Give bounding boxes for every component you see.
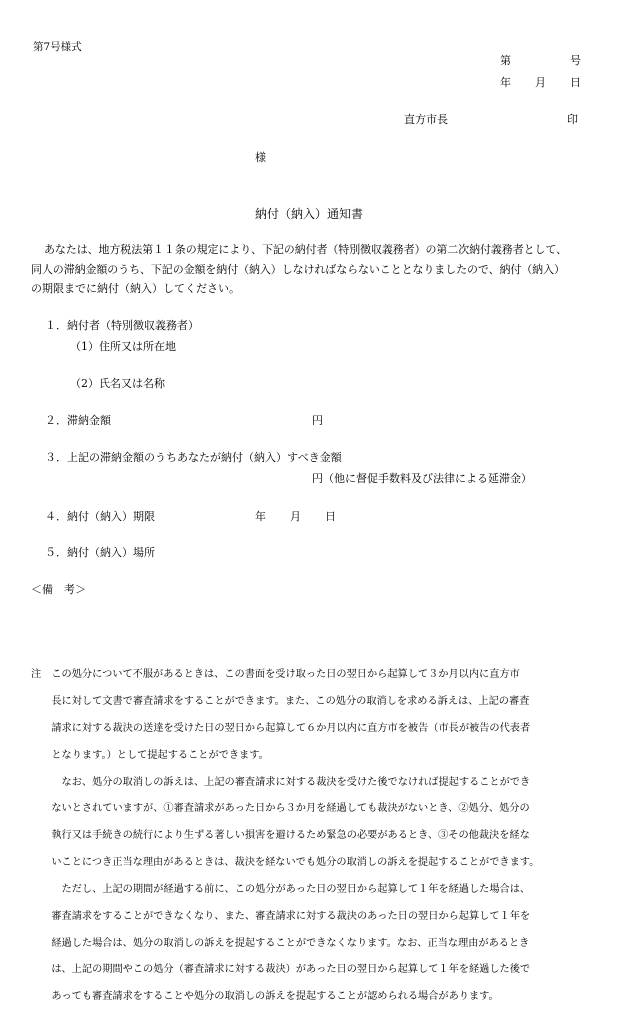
item-3-unit-note: 円（他に督促手数料及び法律による延滞金） — [312, 472, 532, 485]
remarks-label: ＜備 考＞ — [31, 583, 86, 596]
note-line: 執行又は手続きの続行により生ずる著しい損害を避けるため緊急の必要があるとき、③その他裁決を経な — [31, 830, 530, 842]
intro-line-1: あなたは、地方税法第１１条の規定により、下記の納付者（特別徴収義務者）の第二次納付義務者として、 — [44, 243, 567, 256]
item-4-label: ４．納付（納入）期限 — [45, 510, 155, 523]
item-1-name: （2）氏名又は名称 — [70, 377, 165, 390]
date-year: 年 — [500, 76, 511, 89]
note-line: ただし、上記の期間が経過する前に、この処分があった日の翌日から起算して１年を経過した場合は、 — [31, 883, 531, 895]
item-3-label: ３．上記の滞納金額のうちあなたが納付（納入）すべき金額 — [45, 451, 342, 464]
intro-line-3: の期限までに納付（納入）してください。 — [31, 282, 240, 295]
document-title: 納付（納入）通知書 — [255, 207, 364, 221]
item-5-label: ５．納付（納入）場所 — [45, 546, 155, 559]
issuer: 直方市長 — [404, 113, 448, 126]
date-month: 月 — [535, 76, 546, 89]
number-label-dai: 第 — [500, 54, 511, 67]
note-line: 長に対して文書で審査請求をすることができます。また、この処分の取消しを求める訴えは、上記の審査 — [31, 696, 530, 708]
item-4-year: 年 — [255, 510, 266, 523]
note-line: 経過した場合は、処分の取消しの訴えを提起することができなくなります。なお、正当な理由があるとき — [31, 937, 530, 949]
recipient-honorific: 様 — [255, 151, 266, 164]
item-1-label: １．納付者（特別徴収義務者） — [45, 319, 199, 332]
note-line: あっても審査請求をすることや処分の取消しの訴えを提起することが認められる場合があります。 — [31, 991, 499, 1003]
item-1-address: （1）住所又は所在地 — [70, 340, 176, 353]
note-line: なお、処分の取消しの訴えは、上記の審査請求に対する裁決を受けた後でなければ提起することができ — [31, 776, 531, 788]
note-line: 注 この処分について不服があるときは、この書面を受け取った日の翌日から起算して３か月以内に直方市 — [31, 669, 520, 681]
intro-line-2: 同人の滞納金額のうち、下記の金額を納付（納入）しなければならないこととなりましたので、納付（納入） — [31, 263, 565, 276]
item-2-unit: 円 — [312, 414, 323, 427]
seal-mark: 印 — [567, 113, 578, 126]
item-4-day: 日 — [325, 510, 336, 523]
note-line: 請求に対する裁決の送達を受けた日の翌日から起算して６か月以内に直方市を被告（市長が被告の代表者 — [31, 723, 531, 735]
note-line: となります。）として提起することができます。 — [31, 749, 269, 761]
date-day: 日 — [570, 76, 581, 89]
note-block — [31, 655, 539, 1017]
note-line: ないとされていますが、①審査請求があった日から３か月を経過しても裁決がないとき、②処分、処分の — [31, 803, 530, 815]
note-line: いことにつき正当な理由があるときは、裁決を経ないでも処分の取消しの訴えを提起することができます。 — [31, 857, 540, 869]
item-4-month: 月 — [290, 510, 301, 523]
form-number: 第7号様式 — [33, 41, 82, 53]
note-line: 審査請求をすることができなくなり、また、審査請求に対する裁決のあった日の翌日から起算して１年を — [31, 910, 531, 922]
item-2-label: ２．滞納金額 — [45, 414, 111, 427]
number-label-go: 号 — [570, 54, 581, 67]
note-line: は、上記の期間やこの処分（審査請求に対する裁決）があった日の翌日から起算して１年を経過した後で — [31, 964, 531, 976]
